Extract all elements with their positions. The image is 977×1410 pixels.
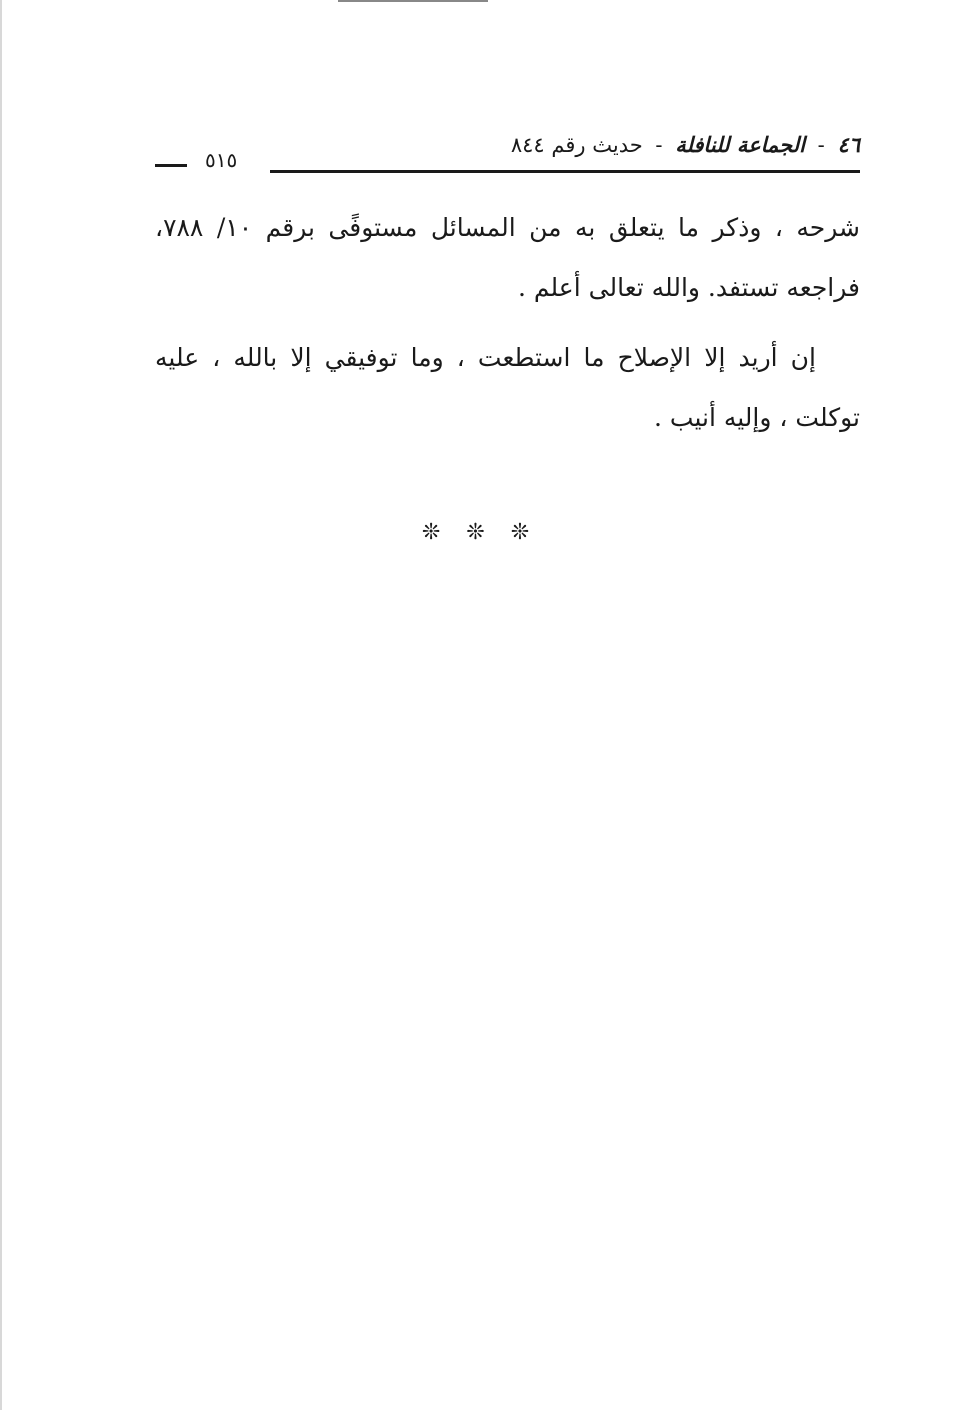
header-title [511, 132, 860, 157]
chapter-title: الجماعة للنافلة [675, 132, 805, 157]
scan-edge [0, 0, 2, 1410]
chapter-number: ٤٦ [837, 132, 860, 157]
header-rule [270, 170, 860, 173]
scan-artifact-line [338, 0, 488, 2]
paragraph: إن أريد إلا الإصلاح ما استطعت ، وما توفيقي إلا بالله ، عليه توكلت ، وإليه أنيب . [155, 343, 860, 432]
section-separator: ❊❊❊ [421, 520, 556, 545]
header-dash-2: - [655, 133, 663, 157]
page-number-dash [155, 164, 187, 167]
page-number: ٥١٥ [205, 148, 238, 172]
paragraph: شرحه ، وذكر ما يتعلق به من المسائل مستوفًى برقم ١٠/ ٧٨٨، فراجعه تستفد. والله تعالى أعلم . [155, 213, 861, 302]
hadith-reference: حديث رقم ٨٤٤ [510, 133, 643, 157]
body-text [155, 198, 860, 458]
running-header [155, 128, 860, 178]
header-dash: - [817, 133, 825, 157]
